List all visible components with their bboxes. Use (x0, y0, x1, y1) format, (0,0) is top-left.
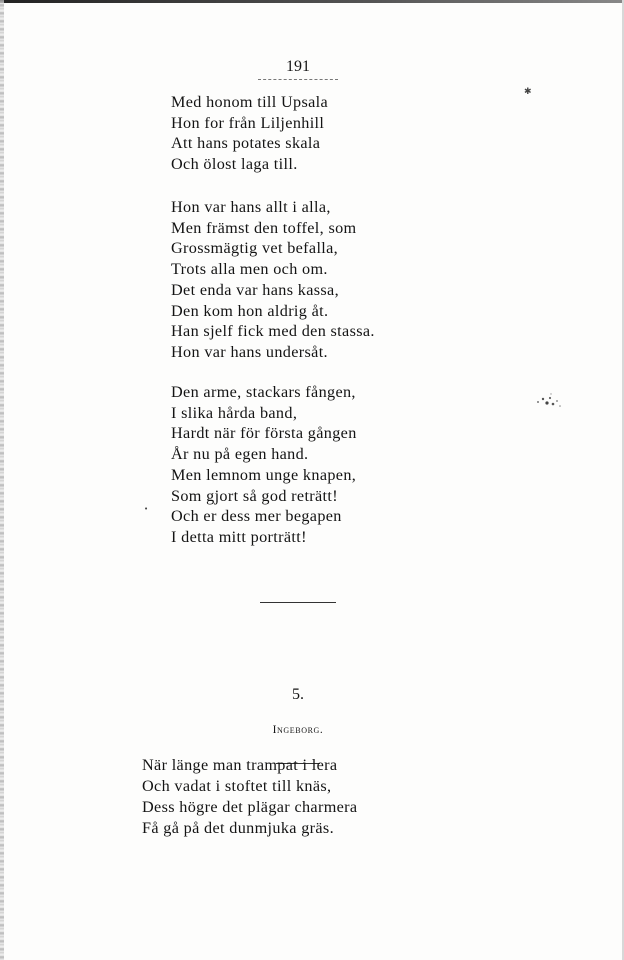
dust-speck-icon: • (144, 505, 149, 513)
verse-line: Grossmägtig vet befalla, (171, 239, 339, 258)
stanza-3 (171, 382, 357, 548)
section-divider-rule (260, 602, 336, 603)
dust-cluster-icon (532, 390, 566, 412)
verse-line: I detta mitt porträtt! (171, 527, 307, 546)
verse-line: Men främst den toffel, som (171, 218, 357, 237)
verse-line: Med honom till Upsala (171, 93, 329, 111)
page-number-rule (258, 79, 338, 80)
verse-line: Han sjelf fick med den stassa. (171, 322, 375, 341)
dust-speck-icon: ✱ (524, 87, 532, 97)
verse-line: Och ölost laga till. (171, 155, 298, 174)
stanza-1 (171, 92, 328, 175)
verse-line: Det enda var hans kassa, (171, 280, 339, 299)
verse-line: Att hans potates skala (171, 134, 321, 153)
verse-line: Som gjort så god reträtt! (171, 486, 338, 505)
verse-line: Den kom hon aldrig åt. (171, 301, 329, 320)
section-number: 5. (292, 686, 304, 703)
verse-line: Hon var hans undersåt. (171, 342, 328, 361)
verse-line: År nu på egen hand. (171, 445, 309, 464)
page-number: 191 (286, 58, 310, 75)
verse-line: Och er dess mer begapen (171, 507, 342, 526)
section-stanza (142, 755, 357, 839)
verse-line: Hon var hans allt i alla, (171, 198, 331, 216)
verse-line: Trots alla men och om. (171, 260, 328, 279)
verse-line: Hon for från Liljenhill (171, 113, 325, 132)
scan-edge-top (0, 0, 624, 3)
verse-line: Dess högre det plägar charmera (142, 798, 358, 816)
verse-line: Och vadat i stoftet till knäs, (142, 777, 332, 795)
stanza-2 (171, 197, 375, 363)
verse-line: Den arme, stackars fången, (171, 383, 356, 401)
scan-edge-left (0, 0, 4, 960)
verse-line: När länge man trampat i lera (142, 756, 338, 774)
verse-line: Få gå på det dunmjuka gräs. (142, 819, 334, 837)
verse-line: Hardt när för första gången (171, 424, 357, 443)
verse-line: I slika hårda band, (171, 403, 298, 422)
section-title: Ingeborg. (272, 724, 324, 736)
verse-line: Men lemnom unge knapen, (171, 465, 357, 484)
